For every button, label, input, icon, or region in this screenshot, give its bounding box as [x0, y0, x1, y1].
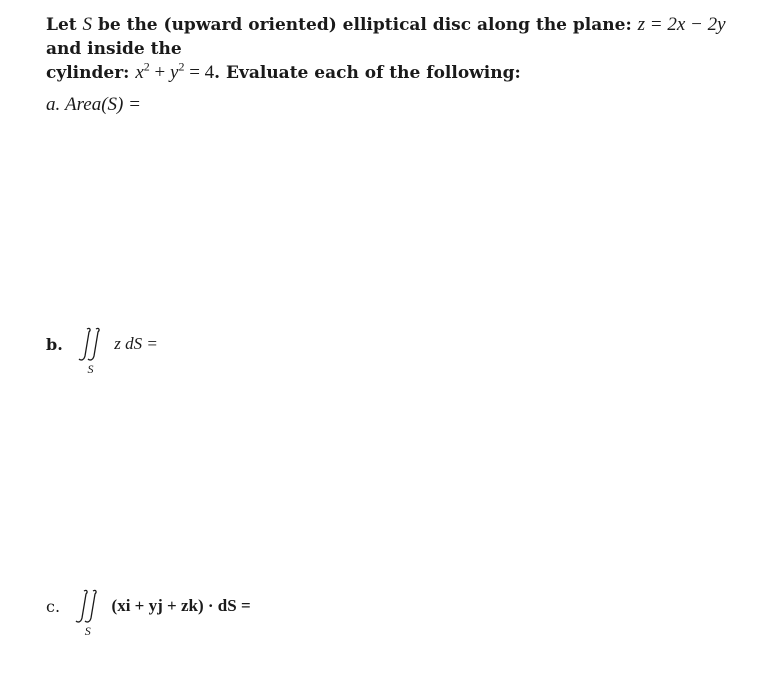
part-c-label: c. — [46, 596, 61, 616]
problem-statement — [46, 13, 756, 85]
cylinder-equation: $x^2 + y^2 = 4$ — [135, 59, 215, 83]
problem-text-5: . Evaluate each of the following: — [214, 63, 521, 83]
plane-equation: z = 2x − 2y — [637, 14, 726, 35]
part-b-label: b. — [46, 334, 63, 354]
part-b — [46, 326, 158, 376]
part-c-expression: (xi + yj + zk) · dS = — [111, 596, 251, 615]
problem-text-4: cylinder: — [46, 63, 136, 83]
var-s: S — [82, 14, 93, 35]
part-b-expression: z dS = — [114, 334, 158, 353]
part-c — [46, 588, 251, 638]
integral-subscript: S — [84, 624, 91, 638]
problem-text-1: Let — [46, 15, 83, 35]
double-integral-icon — [78, 326, 104, 376]
integral-subscript: S — [87, 362, 94, 376]
problem-text-2: be the (upward oriented) elliptical disc along the plane: — [92, 15, 638, 35]
part-a-expression: Area(S) = — [65, 94, 141, 115]
double-integral-icon — [75, 588, 101, 638]
part-a — [46, 94, 141, 116]
problem-text-3: and inside the — [46, 39, 182, 59]
part-a-label: a. — [46, 94, 61, 115]
